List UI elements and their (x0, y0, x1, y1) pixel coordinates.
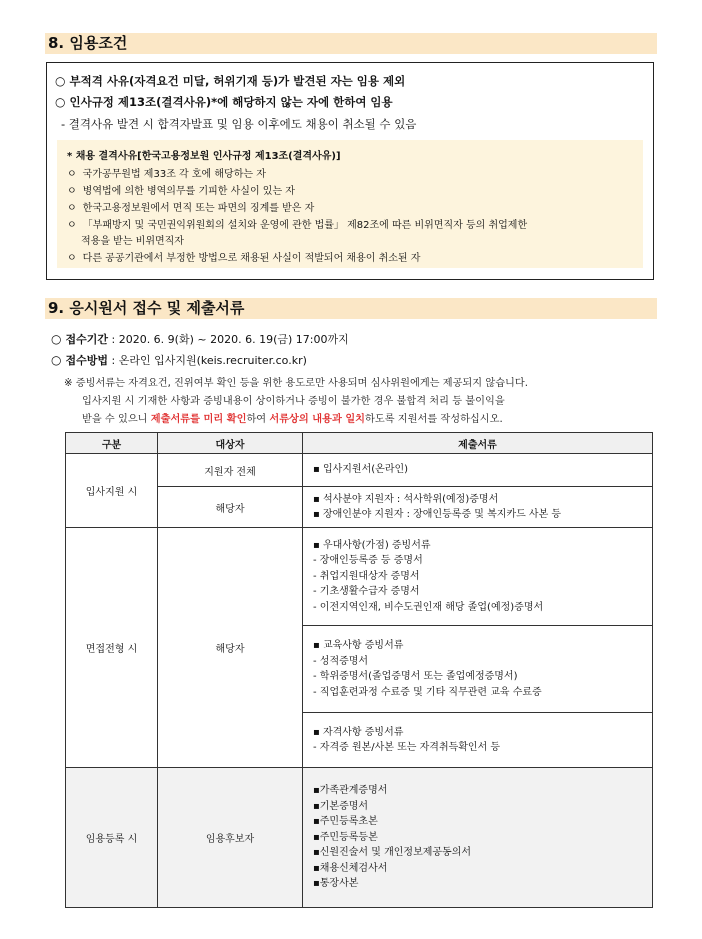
list-item: ㅇ 국가공무원법 제33조 각 호에 해당하는 자 (67, 169, 266, 180)
column-header: 제출서류 (303, 433, 653, 454)
condition-bullet: ○ 부적격 사유(자격요건 미달, 허위기재 등)가 발견된 자는 임용 제외 (55, 74, 406, 88)
application-period: ○ 접수기간 : 2020. 6. 9(화) ~ 2020. 6. 19(금) 17:00까지 (51, 332, 349, 346)
evidence-note-line: 입사지원 시 기재한 사항과 증빙내용이 상이하거나 증빙이 불가한 경우 불합격 처리 등 불이익을 (82, 396, 505, 407)
disqualification-title: * 채용 결격사유[한국고용정보원 인사규정 제13조(결격사유)] (67, 151, 341, 162)
highlight-text: 서류상의 내용과 일치 (269, 414, 366, 425)
stage-cell: 면접전형 시 (66, 528, 158, 768)
list-item: ㅇ 다른 공공기관에서 부정한 방법으로 채용된 사실이 적발되어 채용이 취소된 자 (67, 253, 421, 264)
application-method: ○ 접수방법 : 온라인 입사지원(keis.recruiter.co.kr) (51, 353, 307, 367)
section-9-heading: 9. 응시원서 접수 및 제출서류 (45, 298, 657, 319)
stage-cell: 임용등록 시 (66, 768, 158, 908)
column-header: 대상자 (158, 433, 303, 454)
circle-mark: ○ (55, 95, 66, 109)
highlight-text: 제출서류를 미리 확인 (150, 414, 247, 425)
docs-cell: ▪가족관계증명서 ▪기본증명서 ▪주민등록초본 ▪주민등록등본 ▪신원진술서 및 개인정보제공동의서 ▪채용신체검사서 ▪통장사본 (303, 768, 653, 908)
section-8-heading: 8. 임용조건 (45, 33, 657, 54)
list-item: ㅇ 병역법에 의한 병역의무를 기피한 사실이 있는 자 (67, 186, 295, 197)
docs-cell: ▪ 우대사항(가점) 증빙서류 - 장애인등록증 등 증명서 - 취업지원대상자 증명서 - 기초생활수급자 증명서 - 이전지역인재, 비수도권인재 해당 졸업(예정)증명서 (303, 528, 653, 626)
docs-cell: ▪ 교육사항 증빙서류 - 성적증명서 - 학위증명서(졸업증명서 또는 졸업예정증명서) - 직업훈련과정 수료증 및 기타 직무관련 교육 수료증 (303, 626, 653, 713)
target-cell: 지원자 전체 (158, 454, 303, 487)
circle-mark: ○ (55, 74, 66, 88)
list-item: ㅇ 한국고용정보원에서 면직 또는 파면의 징계를 받은 자 (67, 203, 315, 214)
docs-cell: ▪ 자격사항 증빙서류 - 자격증 원본/사본 또는 자격취득확인서 등 (303, 713, 653, 768)
docs-cell: ▪ 입사지원서(온라인) (303, 454, 653, 487)
target-cell: 해당자 (158, 528, 303, 768)
list-item: ㅇ 「부패방지 및 국민권익위원회의 설치와 운영에 관한 법률」 제82조에 따른 비위면직자 등의 취업제한 (67, 220, 528, 231)
table-row (66, 454, 653, 487)
docs-cell: ▪ 석사분야 지원자 : 석사학위(예정)증명서 ▪ 장애인분야 지원자 : 장애인등록증 및 복지카드 사본 등 (303, 487, 653, 528)
evidence-note-line: ※ 증빙서류는 자격요건, 진위여부 확인 등을 위한 용도로만 사용되며 심사위원에게는 제공되지 않습니다. (64, 378, 528, 389)
target-cell: 해당자 (158, 487, 303, 528)
disqualification-box (57, 140, 643, 268)
table-row (66, 528, 653, 626)
documents-table (65, 432, 653, 908)
evidence-note-line: 받을 수 있으니 제출서류를 미리 확인하여 서류상의 내용과 일치하도록 지원서를 작성하십시오. (82, 414, 503, 425)
circle-mark: ○ (51, 332, 62, 346)
section-8-box (46, 62, 654, 280)
table-row (66, 768, 653, 908)
circle-mark: ○ (51, 353, 62, 367)
column-header: 구분 (66, 433, 158, 454)
target-cell: 임용후보자 (158, 768, 303, 908)
table-header-row (66, 433, 653, 454)
stage-cell: 입사지원 시 (66, 454, 158, 528)
cancel-note: - 결격사유 발견 시 합격자발표 및 임용 이후에도 채용이 취소될 수 있음 (61, 117, 417, 131)
list-item-continuation: 적용을 받는 비위면직자 (81, 236, 184, 247)
condition-bullet: ○ 인사규정 제13조(결격사유)*에 해당하지 않는 자에 한하여 임용 (55, 95, 393, 109)
